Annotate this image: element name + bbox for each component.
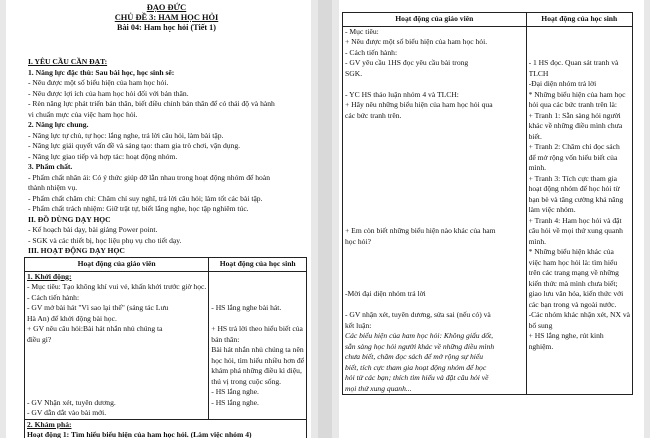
document-page-right xyxy=(339,0,644,438)
text-line: - HS lắng nghe. xyxy=(211,387,259,396)
text-line xyxy=(27,387,206,398)
text-line: - Nêu được lợi ích của ham học hỏi đối với bản thân. xyxy=(28,88,189,98)
text-line xyxy=(345,79,524,90)
text-line xyxy=(529,37,630,48)
topic-title: CHỦ ĐỀ 3: HAM HỌC HỎI xyxy=(114,13,219,22)
text-line: 1. Khởi động: xyxy=(27,271,72,281)
header-teacher: Hoạt động của giáo viên xyxy=(25,258,209,272)
text-line: câu hỏi về mọi thứ xung quanh xyxy=(528,226,623,235)
table-header-row xyxy=(25,258,307,272)
text-line: - GV Nhận xét, tuyên dương. xyxy=(27,397,116,407)
activity-1-heading: Hoạt động 1: Tìm hiểu biểu hiện của ham học hỏi. (Làm việc nhóm 4) xyxy=(27,430,252,438)
teacher-activity-cell xyxy=(25,271,209,419)
text-line: + Hãy nêu những biểu hiện của ham học hỏi qua xyxy=(345,100,493,109)
lesson-title: Bài 04: Ham học hỏi (Tiết 1) xyxy=(116,23,216,32)
text-line: I. YÊU CẦU CẦN ĐẠT: xyxy=(28,57,108,66)
text-line: - 1 HS đọc. Quan sát tranh và xyxy=(528,58,619,67)
text-line: thú vị trong cuộc sống. xyxy=(211,376,282,386)
text-line: - YC HS thảo luận nhóm 4 và TLCH: xyxy=(345,89,459,99)
header-teacher: Hoạt động của giáo viên xyxy=(343,13,527,27)
text-line: kiến thức mà mình chưa biết; xyxy=(528,278,618,288)
text-line: hỏi qua các bức tranh trên là: xyxy=(528,100,618,109)
text-line xyxy=(211,282,304,293)
table-row xyxy=(25,419,307,438)
text-line: + HS trả lời theo hiểu biết của xyxy=(211,324,303,333)
text-line xyxy=(27,356,206,367)
text-line: + Tranh 4: Ham học hỏi và đặt xyxy=(528,215,622,225)
text-line: bạn bè và tăng cường khả năng xyxy=(528,194,624,204)
text-line: - Năng lực tự chủ, tự học: lắng nghe, trả lời câu hỏi, làm bài tập. xyxy=(28,130,224,140)
continued-activity-table xyxy=(342,12,633,395)
text-line: nghiệm. xyxy=(528,341,554,351)
text-line xyxy=(529,27,630,38)
text-line: kết luận: xyxy=(345,320,372,330)
header-student: Hoạt động của học sinh xyxy=(209,258,307,272)
text-line xyxy=(27,377,206,388)
text-line: việc ham học hỏi là: tìm hiểu xyxy=(528,257,618,267)
text-line: - Phẩm chất trách nhiệm: Giữ trật tự, biết lắng nghe, học tập nghiêm túc. xyxy=(28,204,249,213)
text-line: -Các nhóm khác nhận xét, NX và xyxy=(528,310,630,319)
text-line xyxy=(27,345,206,356)
text-line xyxy=(345,174,524,185)
text-line: - Cách tiến hành: xyxy=(345,47,398,57)
text-line: II. ĐỒ DÙNG DẠY HỌC xyxy=(28,214,111,224)
objectives-section xyxy=(28,57,305,257)
text-line: học hỏi, tìm hiểu nhiều hơn để xyxy=(211,355,305,365)
header-student: Hoạt động của học sinh xyxy=(526,13,632,27)
text-line: Các biểu hiện của ham học hỏi: Không giấu dốt, xyxy=(345,331,494,340)
page-gutter xyxy=(318,0,332,438)
text-line: biết. xyxy=(528,131,542,141)
text-line: - Năng lực giải quyết vấn đề và sáng tạo: tham gia trò chơi, vận dụng. xyxy=(28,141,241,150)
text-line: sẵn sàng học hỏi người khác về những điều mình xyxy=(345,341,495,351)
text-line: - HS lắng nghe. xyxy=(211,397,259,407)
text-line xyxy=(529,48,630,59)
text-line: + Nêu được một số biểu hiện của ham học hỏi. xyxy=(345,37,488,46)
text-line: học hỏi? xyxy=(345,236,371,246)
text-line: biết, tích cực tham gia hoạt động nhóm để học xyxy=(345,362,487,372)
text-line xyxy=(345,258,524,269)
text-line: các bức tranh trên. xyxy=(345,110,402,120)
text-line: SGK. xyxy=(345,68,363,78)
text-line xyxy=(345,247,524,258)
text-line xyxy=(345,205,524,216)
text-line xyxy=(27,366,206,377)
text-line: + HS lắng nghe, rút kinh xyxy=(528,331,604,340)
text-line xyxy=(345,184,524,195)
text-line: - GV dẫn dắt vào bài mới. xyxy=(27,408,107,417)
table-row xyxy=(343,26,633,395)
text-line: III. HOẠT ĐỘNG DẠY HỌC xyxy=(28,246,125,255)
text-line: Bài hát nhắn nhủ chúng ta nên xyxy=(211,345,304,354)
text-line: trên các trang mạng về những xyxy=(528,268,619,277)
text-line: TLCH xyxy=(528,68,549,78)
teacher-activity-cell xyxy=(343,26,527,395)
text-line: điều gì? xyxy=(27,334,52,344)
text-line: bổ sung xyxy=(528,320,553,330)
text-line xyxy=(211,272,304,283)
text-line: hỏi từ các bạn; thích tìm hiểu và đặt câu hỏi về xyxy=(345,373,489,382)
text-line xyxy=(345,142,524,153)
text-line: - Rèn năng lực phát triển bản thân, biết điều chỉnh bản thân để có thái độ và hành xyxy=(28,99,275,108)
text-line: mình. xyxy=(528,163,547,172)
text-line: các bạn trong và ngoài nước. xyxy=(528,299,617,309)
text-line xyxy=(345,121,524,132)
text-line: làm việc nhóm. xyxy=(528,205,576,214)
text-line: - Mục tiêu: xyxy=(345,26,379,36)
text-line: mọi thứ xung quanh... xyxy=(345,383,412,393)
text-line: - GV mở bài hát "Vì sao lại thế" (sáng tác Lưu xyxy=(27,303,169,312)
text-line xyxy=(345,268,524,279)
text-line xyxy=(211,314,304,325)
text-line: + Em còn biết những biểu hiện nào khác của ham xyxy=(345,226,496,235)
text-line: - Nêu được một số biểu hiện của ham học hỏi. xyxy=(28,78,169,87)
table-header-row xyxy=(343,13,633,27)
text-line: hoạt động nhóm để học hỏi từ xyxy=(528,184,620,193)
text-line: giao lưu văn hóa, kiến thức với xyxy=(528,289,624,298)
text-line: 1. Năng lực đặc thù: Sau bài học, học sinh sẽ: xyxy=(28,67,175,77)
text-line: + Tranh 1: Sẵn sàng hỏi người xyxy=(528,110,621,120)
text-line: + Tranh 3: Tích cực tham gia xyxy=(528,173,617,183)
text-line: - Cách tiến hành: xyxy=(27,292,80,302)
table-row xyxy=(25,271,307,419)
text-line: thành nhiệm vụ. xyxy=(28,183,78,192)
text-line: Hà An) để khởi động bài học. xyxy=(27,313,117,323)
text-line: - Phẩm chất chăm chỉ: Chăm chỉ suy nghĩ, trả lời câu hỏi; làm tốt các bài tập. xyxy=(28,193,263,203)
text-line: 2. Năng lực chung. xyxy=(28,120,89,129)
text-line xyxy=(211,293,304,304)
text-line: - SGK và các thiết bị, học liệu phụ vụ cho tiết dạy. xyxy=(28,235,182,245)
lesson-activity-table xyxy=(24,257,307,438)
text-line: - Mục tiêu: Tạo không khí vui vẻ, khấn khởi trước giờ học. xyxy=(27,282,207,291)
text-line xyxy=(345,300,524,311)
text-line: - GV nhận xét, tuyên dương, sửa sai (nếu có) và xyxy=(345,310,491,319)
text-line xyxy=(345,279,524,290)
subject-title: ĐẠO ĐỨC xyxy=(146,3,187,12)
text-line: - Năng lực giao tiếp và hợp tác: hoạt động nhóm. xyxy=(28,151,178,161)
text-line: -Đại diện nhóm trả lời xyxy=(528,79,597,88)
text-line: + GV nêu câu hỏi:Bài hát nhắn nhủ chúng ta xyxy=(27,324,163,333)
text-line: - HS lắng nghe bài hát. xyxy=(211,303,282,312)
text-line: -Mời đại diện nhóm trả lời xyxy=(345,289,426,298)
explore-section-cell xyxy=(25,419,307,438)
explore-heading: 2. Khám phá: xyxy=(27,419,72,429)
text-line xyxy=(211,408,304,419)
text-line: chưa biết, chăm đọc sách để mở rộng sự hiểu xyxy=(345,352,484,361)
text-line: - GV yêu cầu 1HS đọc yêu cầu bài trong xyxy=(345,58,469,67)
text-line: + Tranh 2: Chăm chỉ đọc sách xyxy=(528,142,620,151)
text-line: - Kế hoạch bài dạy, bài giảng Power point. xyxy=(28,225,158,234)
text-line xyxy=(345,163,524,174)
text-line: mình. xyxy=(528,236,547,246)
text-line: - Phẩm chất nhân ái: Có ý thức giúp đỡ lẫn nhau trong hoạt động nhóm để hoàn xyxy=(28,172,271,182)
text-line: khác về những điều mình chưa xyxy=(528,121,623,130)
document-page-left xyxy=(6,0,311,438)
text-line xyxy=(345,132,524,143)
text-line xyxy=(345,195,524,206)
student-activity-cell xyxy=(209,271,307,419)
text-line xyxy=(345,216,524,227)
text-line: vi chuẩn mực của việc ham học hỏi. xyxy=(28,109,138,119)
text-line: bản thân: xyxy=(211,334,240,344)
text-line: 3. Phẩm chất. xyxy=(28,162,73,171)
student-activity-cell xyxy=(526,26,632,395)
text-line: * Những biểu hiện khác của xyxy=(528,247,614,256)
text-line: khám phá những điều kì diệu, xyxy=(211,366,302,375)
text-line: để mở rộng vốn hiểu biết của xyxy=(528,152,618,162)
text-line xyxy=(345,153,524,164)
text-line: * Những biểu hiện của ham học xyxy=(528,89,626,99)
